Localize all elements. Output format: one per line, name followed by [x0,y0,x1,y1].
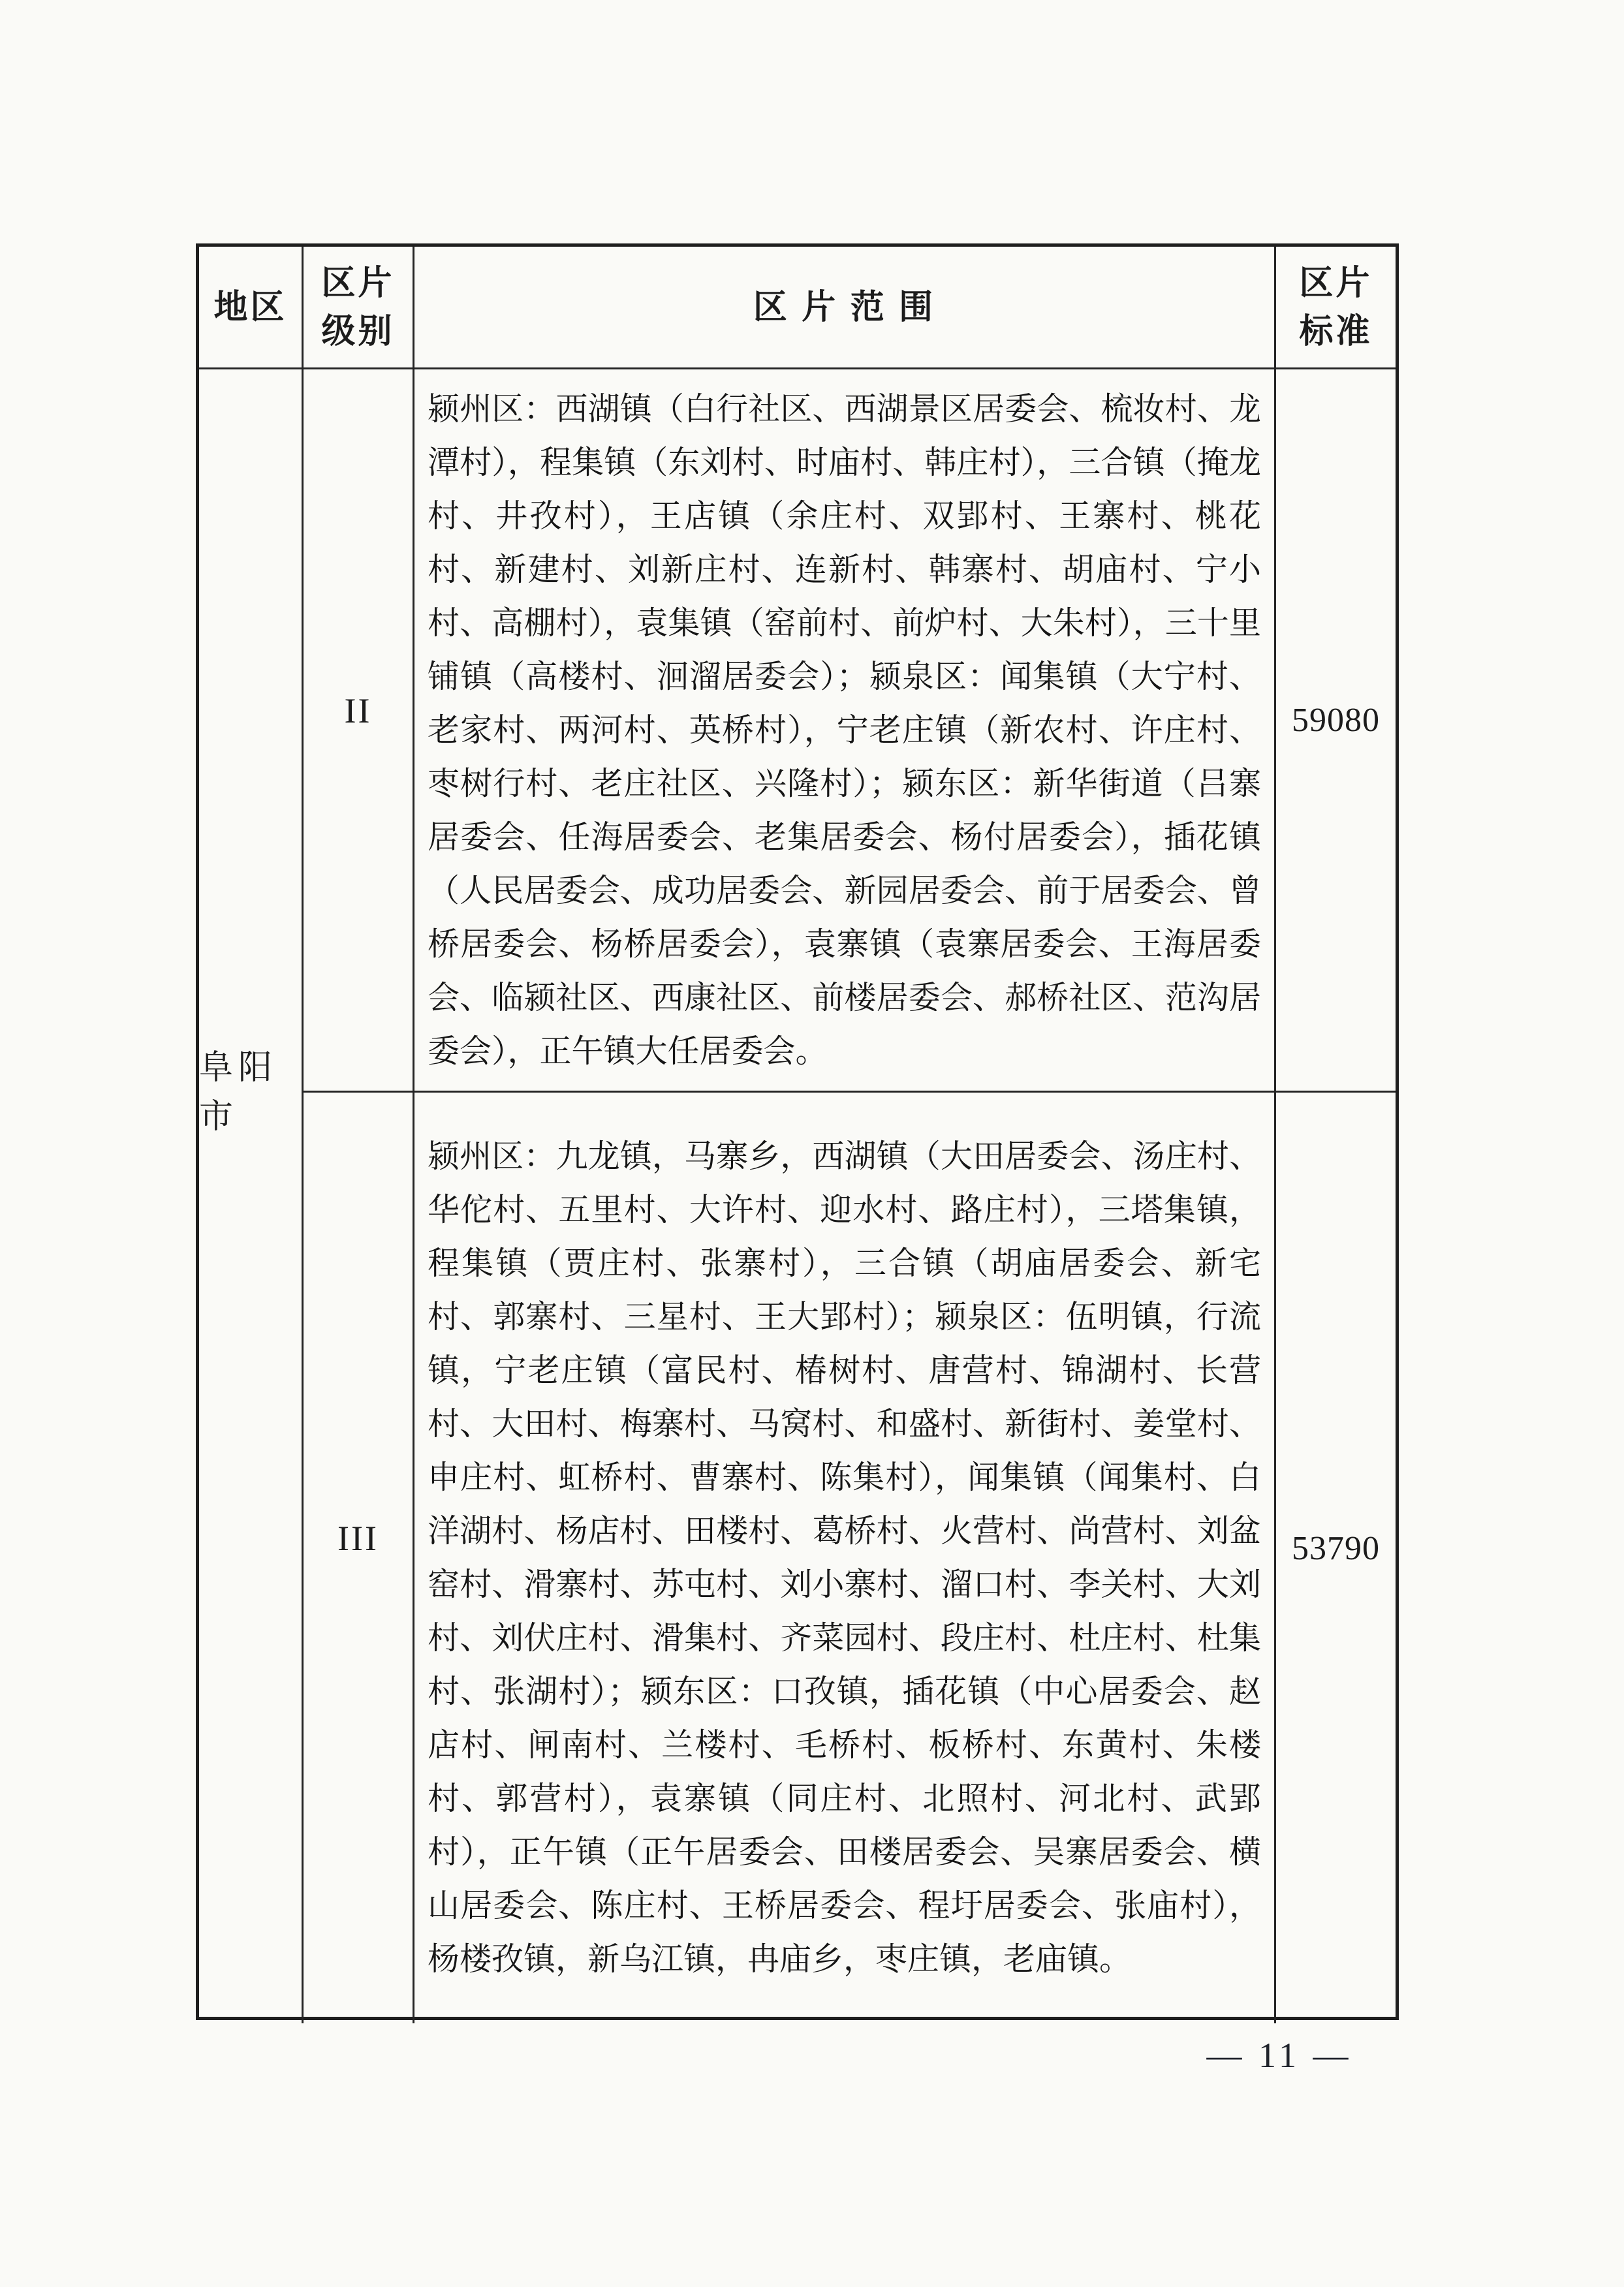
zone-standard-cell-row2 [1276,1093,1396,2023]
column-header-region-label: 地区 [213,288,287,326]
zone-level-cell-row2 [304,1093,414,2023]
page-number: — 11 — [1206,2036,1352,2075]
zone-scope-text-row2: 颍州区：九龙镇，马寨乡，西湖镇（大田居委会、汤庄村、华佗村、五里村、大许村、迎水村、路庄村），三塔集镇，程集镇（贾庄村、张寨村），三合镇（胡庙居委会、新宅村、郭寨村、三星村、王大郢村）；颍泉区：伍明镇，行流镇，宁老庄镇（富民村、椿树村、唐营村、锦湖村、长营村、大田村、梅寨村、马窝村、和盛村、新街村、姜堂村、申庄村、虹桥村、曹寨村、陈集村），闻集镇（闻集村、白洋湖村、杨店村、田楼村、葛桥村、火营村、尚营村、刘盆窑村、滑寨村、苏屯村、刘小寨村、溜口村、李关村、大刘村、刘伏庄村、滑集村、齐菜园村、段庄村、杜庄村、杜集村、张湖村）；颍东区：口孜镇，插花镇（中心居委会、赵店村、闸南村、兰楼村、毛桥村、板桥村、东黄村、朱楼村、郭营村），袁寨镇（同庄村、北照村、河北村、武郢村），正午镇（正午居委会、田楼居委会、吴寨居委会、横山居委会、陈庄村、王桥居委会、程圩居委会、张庙村），杨楼孜镇，新乌江镇，冉庙乡，枣庄镇，老庙镇。 [428,1138,1261,1977]
zone-level-label-row2: III [337,1519,379,1558]
region-name-cell [199,369,304,2023]
zone-standard-cell-row1 [1276,369,1396,1093]
column-header-zone-level-line2: 级别 [321,312,395,350]
zone-scope-cell-row2 [414,1093,1276,2023]
zone-scope-text-row1: 颍州区：西湖镇（白行社区、西湖景区居委会、梳妆村、龙潭村），程集镇（东刘村、时庙村、韩庄村），三合镇（掩龙村、井孜村），王店镇（余庄村、双郢村、王寨村、桃花村、新建村、刘新庄村、连新村、韩寨村、胡庙村、宁小村、高棚村），袁集镇（窑前村、前炉村、大朱村），三十里铺镇（高楼村、洄溜居委会）；颍泉区：闻集镇（大宁村、老家村、两河村、英桥村），宁老庄镇（新农村、许庄村、枣树行村、老庄社区、兴隆村）；颍东区：新华街道（吕寨居委会、任海居委会、老集居委会、杨付居委会），插花镇（人民居委会、成功居委会、新园居委会、前于居委会、曾桥居委会、杨桥居委会），袁寨镇（袁寨居委会、王海居委会、临颍社区、西康社区、前楼居委会、郝桥社区、范沟居委会），正午镇大任居委会。 [428,390,1261,1069]
zone-level-label-row1: II [344,691,372,730]
zone-level-cell-row1 [304,369,414,1093]
zone-scope-cell-row1 [414,369,1276,1093]
column-header-zone-standard-line2: 标准 [1299,312,1373,350]
region-name-label: 阜阳市 [199,1050,278,1136]
column-header-zone-standard [1276,247,1396,369]
column-header-zone-level-line1: 区片 [321,264,395,302]
column-header-zone-standard-line1: 区片 [1299,264,1373,302]
column-header-region [199,247,304,369]
zone-standard-value-row1: 59080 [1292,702,1380,739]
column-header-zone-scope-label: 区 片 范 围 [753,288,936,326]
column-header-zone-scope [414,247,1276,369]
zone-standard-value-row2: 53790 [1292,1529,1380,1567]
zone-compensation-table [196,243,1399,2020]
column-header-zone-level [304,247,414,369]
